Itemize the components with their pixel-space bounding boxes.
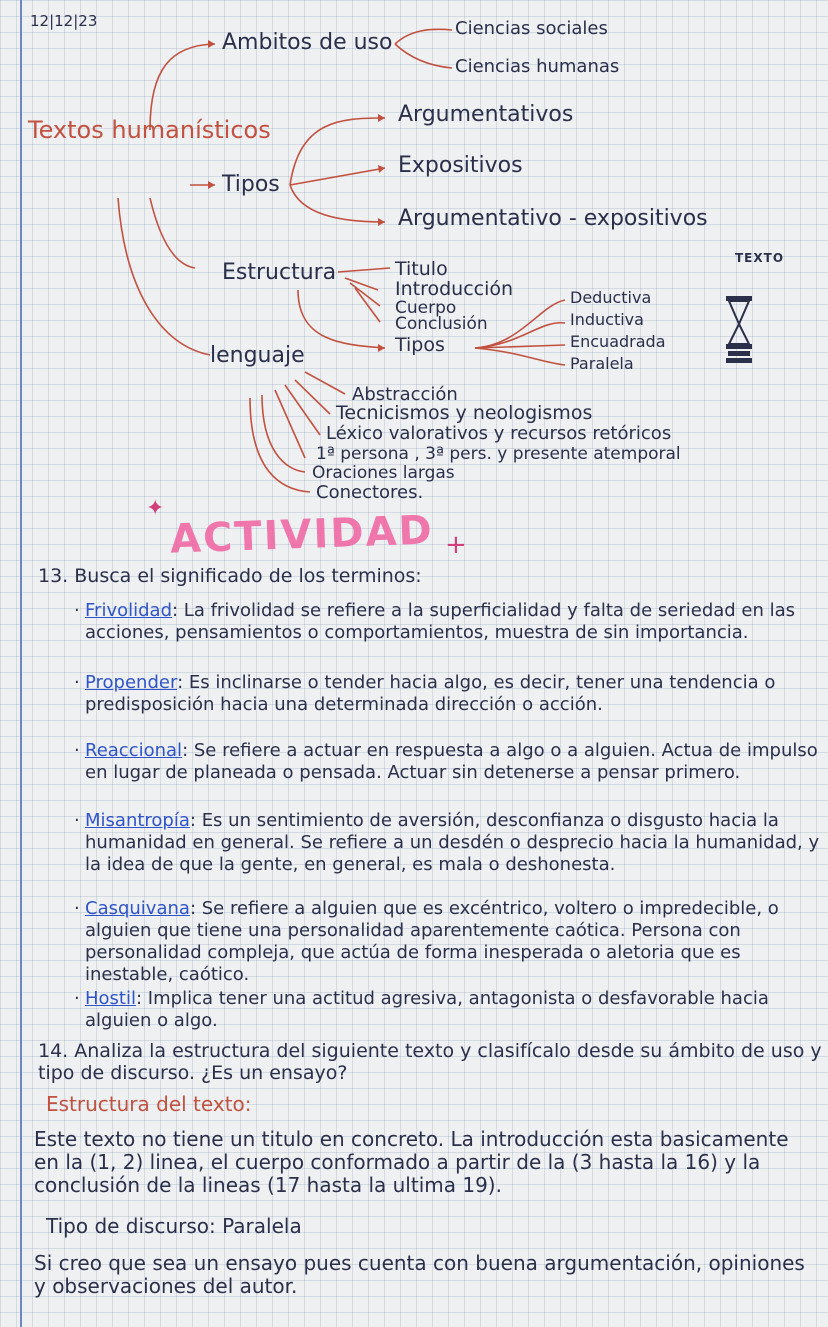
term-label: Frivolidad	[85, 600, 172, 621]
lenguaje-label: lenguaje	[210, 343, 305, 368]
tipos-item-3: Argumentativo - expositivos	[398, 206, 708, 231]
bullet-icon: ·	[74, 988, 80, 1009]
term-hostil: Hostil: Implica tener una actitud agresiva, antagonista o desfavorable hacia alguien o algo.	[85, 988, 769, 1031]
estructura-del-texto-label: Estructura del texto:	[46, 1092, 252, 1116]
hourglass-icon	[724, 296, 754, 368]
term-casquivana: Casquivana: Se refiere a alguien que es excéntrico, voltero o impredecible, o alguien que tiene una personalidad aparentemente caótica. Persona con personalidad compleja, que actúa de forma inesperada o aletoria que es inestable, caótico.	[85, 898, 779, 985]
ensayo-answer: Si creo que sea un ensayo pues cuenta con buena argumentación, opiniones y observaciones del autor.	[34, 1251, 805, 1298]
mindmap-root-label	[28, 118, 271, 142]
tipo-de-discurso: Tipo de discurso: Paralela	[46, 1214, 302, 1238]
date: 12|12|23	[30, 12, 98, 30]
term-definition: Implica tener una actitud agresiva, antagonista o desfavorable hacia alguien o algo.	[85, 988, 769, 1031]
estructura-tipo-inductiva: Inductiva	[570, 310, 644, 329]
estructura-item-cuerpo: Cuerpo	[395, 298, 457, 318]
estructura-item-tipos: Tipos	[395, 334, 445, 356]
term-reaccional: Reaccional: Se refiere a actuar en respuesta a algo o a alguien. Actua de impulso en lugar de planeada o pensada. Actuar sin detenerse a pensar primero.	[85, 740, 818, 783]
estructura-label: Estructura	[222, 260, 337, 285]
tipos-label: Tipos	[222, 172, 280, 197]
ambitos-item-2: Ciencias humanas	[455, 56, 620, 77]
bullet-icon: ·	[74, 810, 80, 831]
term-label: Hostil	[85, 988, 136, 1009]
estructura-item-titulo: Titulo	[395, 258, 448, 280]
bullet-icon: ·	[74, 600, 80, 621]
q13-heading: 13. Busca el significado de los terminos:	[38, 565, 422, 587]
term-definition: Se refiere a alguien que es excéntrico, voltero o impredecible, o alguien que tiene una personalidad aparentemente caótica. Persona con personalidad compleja, que actúa de forma inesperada o aletoria que es inestable, caótico.	[85, 898, 779, 985]
lenguaje-item-3: Léxico valorativos y recursos retóricos	[326, 423, 672, 444]
term-label: Misantropía	[85, 810, 190, 831]
term-frivolidad: Frivolidad: La frivolidad se refiere a la superficialidad y falta de seriedad en las acciones, pensamientos o comportamientos, muestra de sin importancia.	[85, 600, 796, 643]
sparkle-icon: ✦	[146, 496, 165, 521]
texto-icon-label: TEXTO	[735, 251, 785, 265]
estructura-tipo-encuadrada: Encuadrada	[570, 332, 666, 351]
tipos-item-2: Expositivos	[398, 153, 523, 178]
bullet-icon: ·	[74, 898, 80, 919]
bullet-icon: ·	[74, 672, 80, 693]
estructura-tipo-deductiva: Deductiva	[570, 288, 652, 307]
term-propender: Propender: Es inclinarse o tender hacia algo, es decir, tener una tendencia o predisposición hacia una determinada dirección o acción.	[85, 672, 776, 715]
lenguaje-item-4: 1ª persona , 3ª pers. y presente atemporal	[316, 444, 681, 464]
term-label: Reaccional	[85, 740, 183, 761]
estructura-tipo-paralela: Paralela	[570, 354, 634, 373]
lenguaje-item-1: Abstracción	[352, 384, 458, 405]
ambitos-label: Ambitos de uso	[222, 30, 393, 55]
estructura-del-texto-body: Este texto no tiene un titulo en concreto. La introducción esta basicamente en la (1, 2) linea, el cuerpo conformado a partir de la (3 hasta la 16) y la conclusión de la lineas (17 hasta la ultima 19).	[34, 1127, 789, 1197]
bullet-icon: ·	[74, 740, 80, 761]
term-definition: Es inclinarse o tender hacia algo, es decir, tener una tendencia o predisposición hacia una determinada dirección o acción.	[85, 672, 776, 715]
term-definition: La frivolidad se refiere a la superficialidad y falta de seriedad en las acciones, pensamientos o comportamientos, muestra de sin importancia.	[85, 600, 796, 643]
lenguaje-item-5: Oraciones largas	[312, 463, 455, 483]
plus-icon: +	[445, 530, 467, 560]
activity-title: ACTIVIDAD	[169, 507, 435, 563]
term-label: Casquivana	[85, 898, 190, 919]
term-misantropia: Misantropía: Es un sentimiento de aversión, desconfianza o disgusto hacia la humanidad en general. Se refiere a un desdén o desprecio hacia la humanidad, y la idea de que la gente, en general, es mala o deshonesta.	[85, 810, 820, 875]
ambitos-item-1: Ciencias sociales	[455, 18, 608, 39]
estructura-item-introduccion: Introducción	[395, 278, 514, 300]
tipos-item-1: Argumentativos	[398, 102, 574, 127]
term-definition: Se refiere a actuar en respuesta a algo o a alguien. Actua de impulso en lugar de planeada o pensada. Actuar sin detenerse a pensar primero.	[85, 740, 818, 783]
term-definition: Es un sentimiento de aversión, desconfianza o disgusto hacia la humanidad en general. Se refiere a un desdén o desprecio hacia la humanidad, y la idea de que la gente, en general, es mala o deshonesta.	[85, 810, 820, 875]
lenguaje-item-2: Tecnicismos y neologismos	[336, 402, 593, 424]
lenguaje-item-6: Conectores.	[316, 482, 424, 503]
estructura-item-conclusion: Conclusión	[395, 314, 488, 334]
q14-heading: 14. Analiza la estructura del siguiente texto y clasifícalo desde su ámbito de uso y tipo de discurso. ¿Es un ensayo?	[38, 1040, 822, 1084]
term-label: Propender	[85, 672, 178, 693]
mindmap-root: Textos humanísticos	[28, 116, 271, 144]
